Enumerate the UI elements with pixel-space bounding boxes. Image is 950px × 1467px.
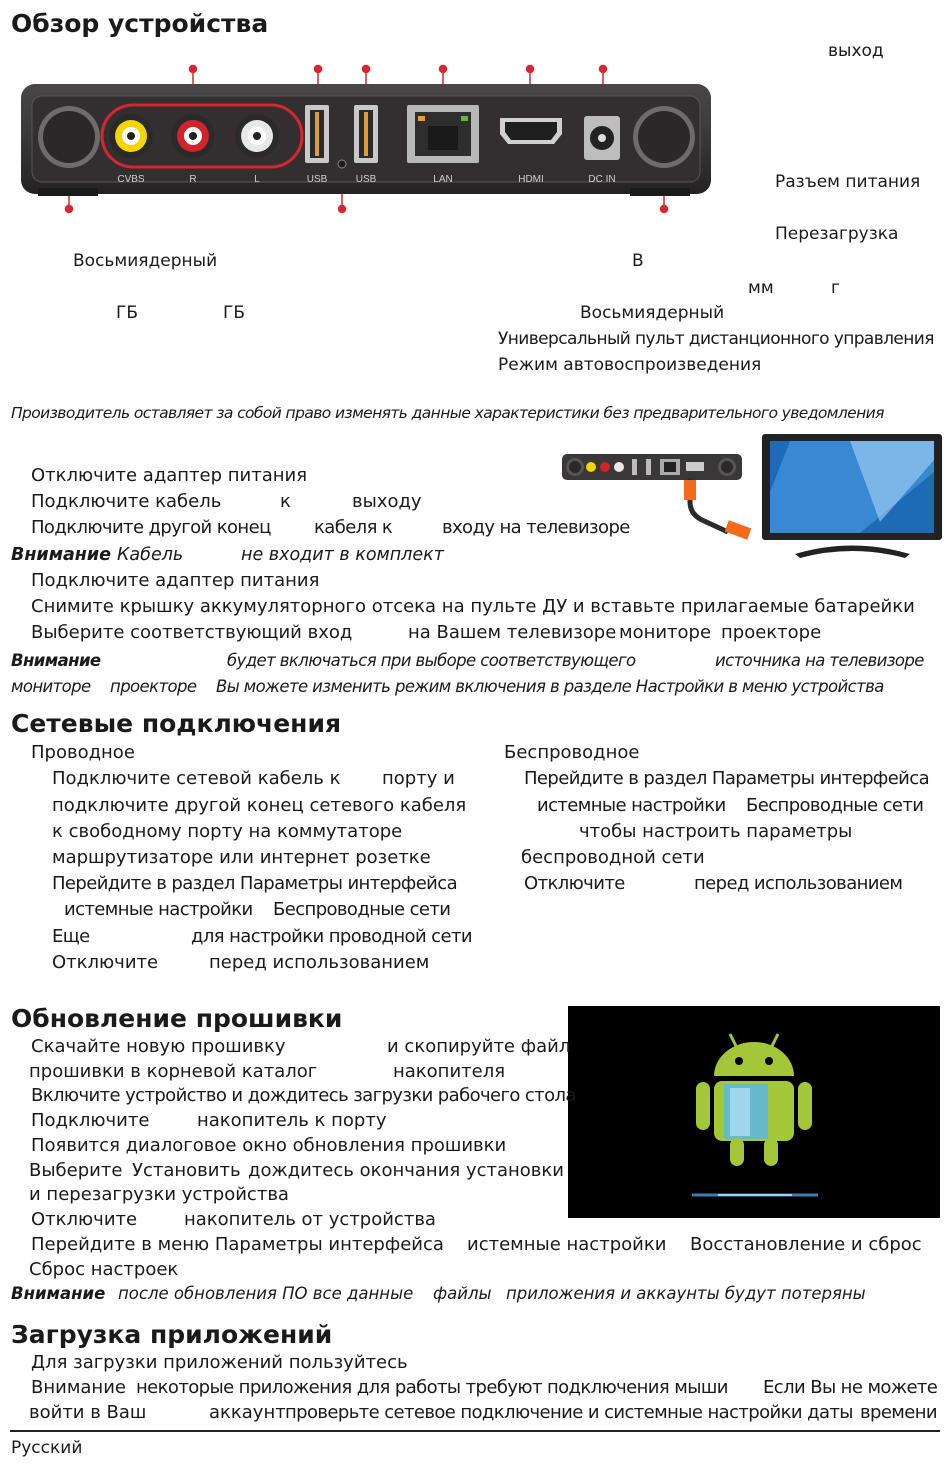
connection-step-2-a: Подключите кабель bbox=[31, 491, 222, 512]
firmware-step-2-a: прошивки в корневой каталог bbox=[29, 1061, 318, 1082]
wired-step-2: подключите другой конец сетевого кабеля bbox=[52, 795, 467, 816]
firmware-step-6-c: дождитесь окончания установки bbox=[248, 1160, 564, 1181]
apps-line-1: Для загрузки приложений пользуйтесь bbox=[31, 1352, 408, 1373]
connection-step-6-a: Выберите соответствующий вход bbox=[31, 622, 353, 643]
device-overview-title: Обзор устройства bbox=[11, 9, 269, 38]
port-label-lan: LAN bbox=[433, 174, 453, 185]
attention-2-d: проекторе bbox=[110, 677, 197, 696]
firmware-attention-b: файлы bbox=[433, 1284, 492, 1303]
connection-step-1: Отключите адаптер питания bbox=[31, 465, 308, 486]
connection-step-2-b: к bbox=[280, 491, 291, 512]
spec-power-connector: Разъем питания bbox=[775, 172, 921, 192]
port-label-r: R bbox=[189, 174, 197, 185]
wired-step-8-a: Отключите bbox=[52, 952, 159, 973]
wireless-step-2-b: Беспроводные сети bbox=[746, 795, 924, 816]
firmware-step-7: и перезагрузки устройства bbox=[29, 1184, 289, 1205]
firmware-step-3: Включите устройство и дождитесь загрузки рабочего стола bbox=[31, 1085, 576, 1106]
wired-step-6-a: истемные настройки bbox=[64, 899, 253, 920]
attention-2-b: источника на телевизоре bbox=[715, 651, 924, 670]
spec-mm: мм bbox=[748, 278, 774, 298]
spec-autoplay: Режим автовоспроизведения bbox=[498, 355, 762, 375]
connection-diagram bbox=[560, 432, 945, 562]
apps-line-3-a: войти в Ваш bbox=[29, 1402, 147, 1423]
footer-language: Русский bbox=[11, 1438, 83, 1458]
wireless-step-5-a: Отключите bbox=[524, 873, 625, 894]
wired-step-1-b: порту и bbox=[382, 768, 455, 789]
port-label-usb-2: USB bbox=[355, 174, 377, 185]
spec-octa-core-right: Восьмиядерный bbox=[580, 303, 725, 323]
wireless-step-5-b: перед использованием bbox=[694, 873, 903, 894]
apps-line-3-b: аккаунт bbox=[209, 1402, 286, 1423]
port-label-l: L bbox=[254, 174, 260, 185]
connection-step-6-d: проекторе bbox=[721, 622, 822, 643]
wired-step-7-b: для настройки проводной сети bbox=[191, 926, 472, 947]
connection-step-5: Снимите крышку аккумуляторного отсека на пульте ДУ и вставьте прилагаемые батарейки bbox=[31, 596, 915, 617]
wired-heading: Проводное bbox=[31, 742, 135, 763]
connection-step-3-c: входу на телевизоре bbox=[442, 517, 630, 538]
device-front-panel-image bbox=[18, 60, 718, 220]
firmware-step-8-a: Отключите bbox=[31, 1209, 138, 1230]
attention-1-a: Кабель bbox=[117, 545, 184, 565]
spec-universal-remote: Универсальный пульт дистанционного управления bbox=[498, 329, 934, 349]
wired-step-8-b: перед использованием bbox=[209, 952, 430, 973]
spec-output: выход bbox=[828, 41, 884, 61]
attention-2-c: мониторе bbox=[11, 677, 91, 696]
apps-line-3-c: проверьте сетевое подключение и системные настройки даты bbox=[285, 1402, 853, 1423]
firmware-step-4-b: накопитель к порту bbox=[197, 1110, 387, 1131]
firmware-step-8-b: накопитель от устройства bbox=[184, 1209, 436, 1230]
attention-label-2: Внимание bbox=[11, 651, 101, 670]
android-update-image bbox=[568, 1006, 940, 1218]
firmware-title: Обновление прошивки bbox=[11, 1004, 343, 1033]
footer-divider bbox=[10, 1430, 940, 1432]
port-label-dc-in: DC IN bbox=[588, 174, 616, 185]
wired-step-7-a: Еще bbox=[52, 926, 90, 947]
port-label-hdmi: HDMI bbox=[518, 174, 544, 185]
wireless-step-2-a: истемные настройки bbox=[537, 795, 726, 816]
spec-reboot: Перезагрузка bbox=[775, 224, 899, 244]
firmware-step-9-b: истемные настройки bbox=[467, 1234, 667, 1255]
wireless-step-3: чтобы настроить параметры bbox=[579, 821, 853, 842]
connection-step-3-b: кабеля к bbox=[314, 517, 393, 538]
connection-step-3-a: Подключите другой конец bbox=[31, 517, 271, 538]
spec-v: В bbox=[632, 251, 644, 271]
connection-step-2-c: выходу bbox=[352, 491, 422, 512]
spec-gb-1: ГБ bbox=[116, 303, 139, 323]
port-label-cvbs: CVBS bbox=[117, 174, 145, 185]
firmware-attention-c: приложения и аккаунты будут потеряны bbox=[506, 1284, 866, 1303]
wired-step-6-b: Беспроводные сети bbox=[273, 899, 451, 920]
wireless-step-1: Перейдите в раздел Параметры интерфейса bbox=[524, 768, 929, 789]
attention-2-a: будет включаться при выборе соответствующего bbox=[227, 651, 636, 670]
wired-step-1-a: Подключите сетевой кабель к bbox=[52, 768, 341, 789]
wired-step-3: к свободному порту на коммутаторе bbox=[52, 821, 403, 842]
apps-line-3-d: времени bbox=[860, 1402, 938, 1423]
firmware-step-5: Появится диалоговое окно обновления прошивки bbox=[31, 1135, 507, 1156]
spec-octa-core-left: Восьмиядерный bbox=[73, 251, 218, 271]
apps-title: Загрузка приложений bbox=[11, 1320, 333, 1349]
connection-step-6-b: на Вашем телевизоре bbox=[408, 622, 617, 643]
attention-1-b: не входит в комплект bbox=[241, 545, 444, 565]
spec-g: г bbox=[831, 278, 840, 298]
firmware-step-9-c: Восстановление и сброс bbox=[690, 1234, 922, 1255]
spec-gb-2: ГБ bbox=[223, 303, 246, 323]
disclaimer: Производитель оставляет за собой право изменять данные характеристики без предварительного уведомления bbox=[11, 404, 884, 422]
wireless-heading: Беспроводное bbox=[504, 742, 640, 763]
connection-step-4: Подключите адаптер питания bbox=[31, 570, 320, 591]
firmware-step-4-a: Подключите bbox=[31, 1110, 150, 1131]
firmware-step-10: Сброс настроек bbox=[29, 1259, 179, 1280]
apps-line-2-c: Если Вы не можете bbox=[763, 1377, 938, 1398]
apps-line-2-a: Внимание bbox=[31, 1377, 126, 1398]
connection-step-6-c: мониторе bbox=[619, 622, 712, 643]
firmware-step-2-b: накопителя bbox=[393, 1061, 506, 1082]
firmware-step-9-a: Перейдите в меню Параметры интерфейса bbox=[31, 1234, 444, 1255]
firmware-attention-a: после обновления ПО все данные bbox=[118, 1284, 414, 1303]
attention-2-e: Вы можете изменить режим включения в разделе Настройки в меню устройства bbox=[216, 677, 884, 696]
port-label-usb-1: USB bbox=[306, 174, 328, 185]
wired-step-5: Перейдите в раздел Параметры интерфейса bbox=[52, 873, 457, 894]
firmware-attention-label: Внимание bbox=[11, 1284, 106, 1303]
wired-step-4: маршрутизаторе или интернет розетке bbox=[52, 847, 431, 868]
network-title: Сетевые подключения bbox=[11, 709, 342, 738]
firmware-step-1-b: и скопируйте файл bbox=[387, 1036, 571, 1057]
attention-label-1: Внимание bbox=[11, 545, 112, 565]
apps-line-2-b: некоторые приложения для работы требуют подключения мыши bbox=[136, 1377, 728, 1398]
firmware-step-1-a: Скачайте новую прошивку bbox=[31, 1036, 286, 1057]
firmware-step-6-a: Выберите bbox=[29, 1160, 123, 1181]
wireless-step-4: беспроводной сети bbox=[521, 847, 705, 868]
firmware-step-6-b: Установить bbox=[132, 1160, 241, 1181]
